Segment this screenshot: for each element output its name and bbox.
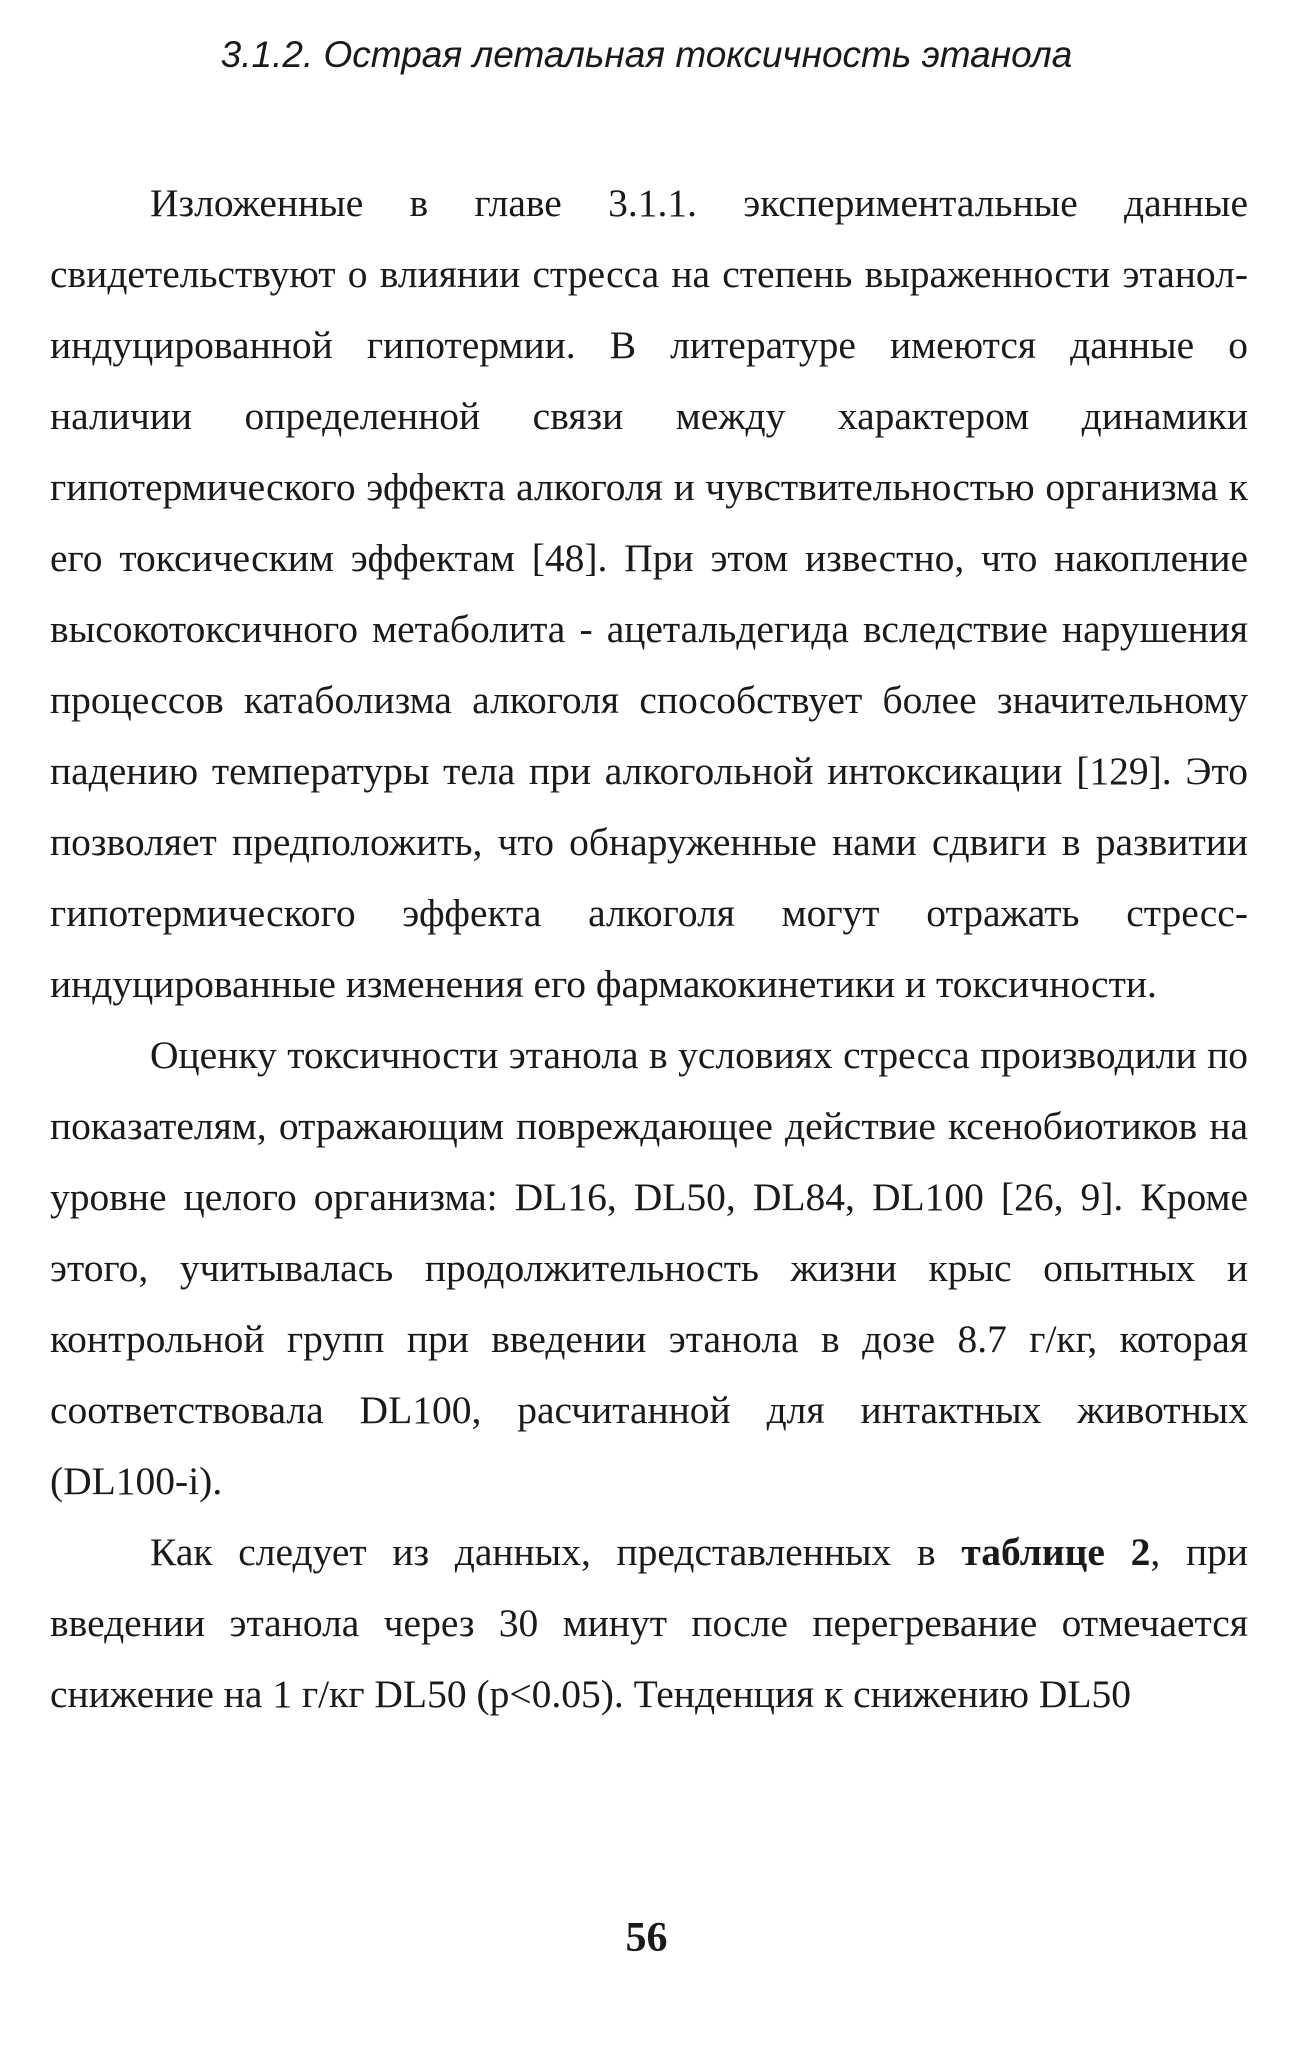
- table-reference: таблице 2: [961, 1530, 1151, 1574]
- body-text: [50, 168, 1248, 1730]
- paragraph-3: [50, 1517, 1248, 1730]
- paragraph-2: Оценку токсичности этанола в условиях стресса производили по показателям, отражающим повреждающее действие ксенобиотиков на уровне целого организма: DL16, DL50, DL84, DL100 [26, 9]. Кроме этого, учитывалась продолжительность жизни крыс опытных и контрольной групп при введении этанола в дозе 8.7 г/кг, которая соответствовала DL100, расчитанной для интактных животных (DL100-i).: [50, 1033, 1248, 1503]
- paragraph-3-before: Как следует из данных, представленных в: [150, 1530, 962, 1574]
- paragraph-1: Изложенные в главе 3.1.1. экспериментальные данные свидетельствуют о влиянии стресса на степень выраженности этанол-индуцированной гипотермии. В литературе имеются данные о наличии определенной связи между характером динамики гипотермического эффекта алкоголя и чувствительностью организма к его токсическим эффектам [48]. При этом известно, что накопление высокотоксичного метаболита - ацетальдегида вследствие нарушения процессов катаболизма алкоголя способствует более значительному падению температуры тела при алкогольной интоксикации [129]. Это позволяет предположить, что обнаруженные нами сдвиги в развитии гипотермического эффекта алкоголя могут отражать стресс-индуцированные изменения его фармакокинетики и токсичности.: [50, 181, 1248, 1006]
- section-heading: 3.1.2. Острая летальная токсичность этанола: [220, 34, 1073, 75]
- paragraph-3-after: , при введении этанола через 30 минут после перегревание отмечается снижение на 1 г/кг DL50 (p<0.05). Тенденция к снижению DL50: [50, 1530, 1248, 1716]
- page-number: 56: [625, 1915, 668, 1961]
